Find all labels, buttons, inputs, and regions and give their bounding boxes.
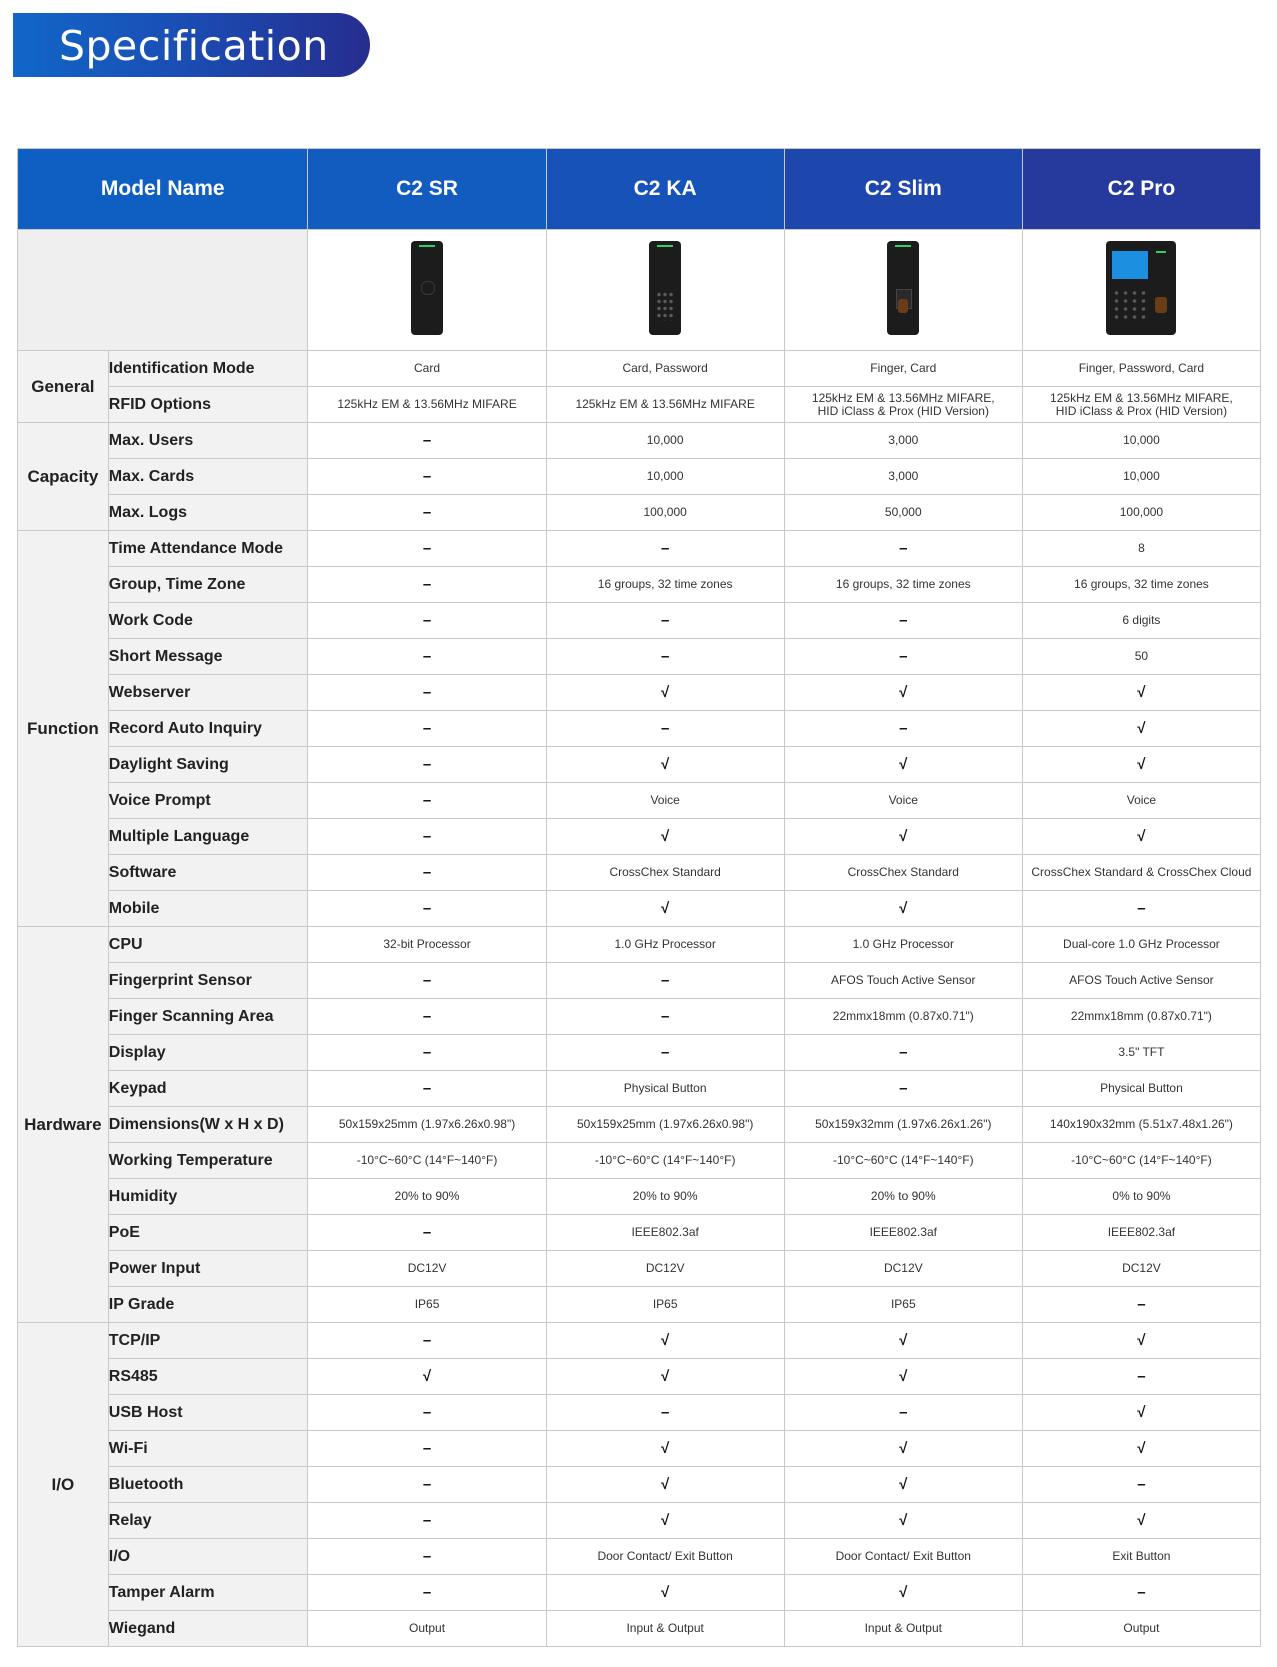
spec-value-c2-slim: 20% to 90% xyxy=(784,1179,1022,1215)
device-c2-sr-image xyxy=(411,241,443,335)
spec-value-c2-pro: √ xyxy=(1022,747,1260,783)
spec-value-c2-slim: – xyxy=(784,1395,1022,1431)
spec-value-c2-ka: – xyxy=(546,999,784,1035)
spec-value-c2-ka: – xyxy=(546,531,784,567)
table-row xyxy=(18,1431,1261,1467)
spec-value-c2-pro: 100,000 xyxy=(1022,495,1260,531)
table-row xyxy=(18,459,1261,495)
model-header-c2-pro: C2 Pro xyxy=(1022,149,1260,230)
spec-value-c2-sr: – xyxy=(308,603,546,639)
spec-value-c2-pro: – xyxy=(1022,1359,1260,1395)
spec-value-c2-ka: √ xyxy=(546,675,784,711)
category-hardware: Hardware xyxy=(18,927,109,1323)
spec-label-multiple-language: Multiple Language xyxy=(108,819,308,855)
spec-value-c2-slim: √ xyxy=(784,1431,1022,1467)
spec-value-c2-pro: √ xyxy=(1022,711,1260,747)
spec-value-c2-slim: √ xyxy=(784,1467,1022,1503)
spec-value-c2-slim: 3,000 xyxy=(784,423,1022,459)
table-row xyxy=(18,567,1261,603)
spec-value-c2-pro: 125kHz EM & 13.56MHz MIFARE, HID iClass & Prox (HID Version) xyxy=(1022,387,1260,423)
spec-value-c2-slim: √ xyxy=(784,1359,1022,1395)
device-c2-ka-image xyxy=(649,241,681,335)
spec-label-rs485: RS485 xyxy=(108,1359,308,1395)
spec-value-c2-sr: – xyxy=(308,495,546,531)
spec-value-c2-slim: √ xyxy=(784,891,1022,927)
spec-value-c2-sr: – xyxy=(308,747,546,783)
spec-value-c2-pro: √ xyxy=(1022,1431,1260,1467)
device-c2-slim-image xyxy=(887,241,919,335)
spec-value-c2-pro: √ xyxy=(1022,1395,1260,1431)
spec-value-c2-sr: – xyxy=(308,1323,546,1359)
table-row xyxy=(18,351,1261,387)
table-row xyxy=(18,963,1261,999)
spec-value-c2-slim: Input & Output xyxy=(784,1611,1022,1647)
product-image-c2-slim xyxy=(784,230,1022,351)
spec-label-software: Software xyxy=(108,855,308,891)
product-image-c2-ka xyxy=(546,230,784,351)
spec-label-usb-host: USB Host xyxy=(108,1395,308,1431)
spec-label-webserver: Webserver xyxy=(108,675,308,711)
table-row xyxy=(18,531,1261,567)
spec-value-c2-ka: Physical Button xyxy=(546,1071,784,1107)
spec-value-c2-sr: – xyxy=(308,855,546,891)
spec-label-finger-scanning-area: Finger Scanning Area xyxy=(108,999,308,1035)
spec-value-c2-pro: 10,000 xyxy=(1022,459,1260,495)
spec-label-power-input: Power Input xyxy=(108,1251,308,1287)
spec-value-c2-ka: – xyxy=(546,963,784,999)
spec-value-c2-pro: AFOS Touch Active Sensor xyxy=(1022,963,1260,999)
spec-value-c2-pro: Voice xyxy=(1022,783,1260,819)
spec-value-c2-ka: – xyxy=(546,1035,784,1071)
spec-label-daylight-saving: Daylight Saving xyxy=(108,747,308,783)
spec-label-working-temperature: Working Temperature xyxy=(108,1143,308,1179)
spec-value-c2-ka: 125kHz EM & 13.56MHz MIFARE xyxy=(546,387,784,423)
spec-value-c2-sr: – xyxy=(308,567,546,603)
spec-value-c2-slim: Finger, Card xyxy=(784,351,1022,387)
spec-value-c2-ka: √ xyxy=(546,747,784,783)
spec-label-max-logs: Max. Logs xyxy=(108,495,308,531)
table-row xyxy=(18,783,1261,819)
spec-value-c2-sr: – xyxy=(308,1539,546,1575)
table-row xyxy=(18,423,1261,459)
table-row xyxy=(18,1035,1261,1071)
header-row xyxy=(18,149,1261,230)
table-row xyxy=(18,639,1261,675)
spec-value-c2-pro: DC12V xyxy=(1022,1251,1260,1287)
table-row xyxy=(18,999,1261,1035)
table-row xyxy=(18,747,1261,783)
spec-value-c2-ka: DC12V xyxy=(546,1251,784,1287)
spec-value-c2-pro: IEEE802.3af xyxy=(1022,1215,1260,1251)
spec-label-humidity: Humidity xyxy=(108,1179,308,1215)
product-image-c2-pro xyxy=(1022,230,1260,351)
spec-value-c2-ka: 20% to 90% xyxy=(546,1179,784,1215)
spec-label-dimensions-w-x-h-x-d: Dimensions(W x H x D) xyxy=(108,1107,308,1143)
model-header-c2-sr: C2 SR xyxy=(308,149,546,230)
spec-value-c2-sr: Card xyxy=(308,351,546,387)
spec-value-c2-ka: Card, Password xyxy=(546,351,784,387)
category-i-o: I/O xyxy=(18,1323,109,1647)
spec-value-c2-ka: 10,000 xyxy=(546,423,784,459)
table-row xyxy=(18,1395,1261,1431)
spec-label-max-cards: Max. Cards xyxy=(108,459,308,495)
spec-label-ip-grade: IP Grade xyxy=(108,1287,308,1323)
spec-value-c2-ka: √ xyxy=(546,1575,784,1611)
spec-value-c2-sr: – xyxy=(308,891,546,927)
spec-value-c2-sr: √ xyxy=(308,1359,546,1395)
spec-value-c2-slim: √ xyxy=(784,1323,1022,1359)
table-row xyxy=(18,1071,1261,1107)
spec-value-c2-ka: 10,000 xyxy=(546,459,784,495)
spec-value-c2-slim: – xyxy=(784,639,1022,675)
spec-value-c2-slim: – xyxy=(784,711,1022,747)
spec-value-c2-ka: IEEE802.3af xyxy=(546,1215,784,1251)
spec-value-c2-slim: – xyxy=(784,603,1022,639)
spec-label-tcp-ip: TCP/IP xyxy=(108,1323,308,1359)
spec-label-fingerprint-sensor: Fingerprint Sensor xyxy=(108,963,308,999)
spec-value-c2-sr: – xyxy=(308,459,546,495)
spec-value-c2-slim: 50,000 xyxy=(784,495,1022,531)
spec-value-c2-sr: Output xyxy=(308,1611,546,1647)
table-row xyxy=(18,1503,1261,1539)
spec-value-c2-pro: √ xyxy=(1022,819,1260,855)
spec-value-c2-ka: 100,000 xyxy=(546,495,784,531)
spec-value-c2-slim: IEEE802.3af xyxy=(784,1215,1022,1251)
spec-value-c2-sr: – xyxy=(308,783,546,819)
table-row xyxy=(18,1575,1261,1611)
table-row xyxy=(18,927,1261,963)
spec-label-work-code: Work Code xyxy=(108,603,308,639)
spec-value-c2-sr: 50x159x25mm (1.97x6.26x0.98") xyxy=(308,1107,546,1143)
spec-value-c2-ka: √ xyxy=(546,1467,784,1503)
category-capacity: Capacity xyxy=(18,423,109,531)
spec-value-c2-sr: – xyxy=(308,711,546,747)
spec-value-c2-pro: 140x190x32mm (5.51x7.48x1.26") xyxy=(1022,1107,1260,1143)
spec-value-c2-slim: √ xyxy=(784,819,1022,855)
spec-value-c2-pro: 50 xyxy=(1022,639,1260,675)
table-row xyxy=(18,891,1261,927)
specification-banner xyxy=(13,13,370,77)
spec-label-record-auto-inquiry: Record Auto Inquiry xyxy=(108,711,308,747)
table-row xyxy=(18,1107,1261,1143)
spec-label-max-users: Max. Users xyxy=(108,423,308,459)
spec-label-tamper-alarm: Tamper Alarm xyxy=(108,1575,308,1611)
spec-label-identification-mode: Identification Mode xyxy=(108,351,308,387)
table-row xyxy=(18,1287,1261,1323)
spec-value-c2-pro: √ xyxy=(1022,1323,1260,1359)
spec-label-poe: PoE xyxy=(108,1215,308,1251)
spec-value-c2-ka: 16 groups, 32 time zones xyxy=(546,567,784,603)
spec-value-c2-slim: -10°C~60°C (14°F~140°F) xyxy=(784,1143,1022,1179)
spec-value-c2-pro: – xyxy=(1022,891,1260,927)
spec-value-c2-pro: CrossChex Standard & CrossChex Cloud xyxy=(1022,855,1260,891)
device-c2-pro-image xyxy=(1106,241,1176,335)
spec-value-c2-pro: √ xyxy=(1022,1503,1260,1539)
spec-value-c2-sr: IP65 xyxy=(308,1287,546,1323)
model-header-c2-ka: C2 KA xyxy=(546,149,784,230)
spec-value-c2-sr: – xyxy=(308,1431,546,1467)
spec-value-c2-slim: 50x159x32mm (1.97x6.26x1.26") xyxy=(784,1107,1022,1143)
spec-value-c2-ka: √ xyxy=(546,1503,784,1539)
spec-value-c2-pro: 6 digits xyxy=(1022,603,1260,639)
spec-label-cpu: CPU xyxy=(108,927,308,963)
spec-value-c2-pro: 22mmx18mm (0.87x0.71") xyxy=(1022,999,1260,1035)
spec-value-c2-slim: AFOS Touch Active Sensor xyxy=(784,963,1022,999)
spec-value-c2-sr: – xyxy=(308,675,546,711)
spec-value-c2-ka: CrossChex Standard xyxy=(546,855,784,891)
spec-value-c2-sr: 32-bit Processor xyxy=(308,927,546,963)
table-row xyxy=(18,675,1261,711)
spec-value-c2-ka: – xyxy=(546,1395,784,1431)
spec-value-c2-ka: 50x159x25mm (1.97x6.26x0.98") xyxy=(546,1107,784,1143)
table-row xyxy=(18,1611,1261,1647)
spec-value-c2-slim: √ xyxy=(784,1575,1022,1611)
spec-value-c2-slim: √ xyxy=(784,1503,1022,1539)
spec-value-c2-sr: -10°C~60°C (14°F~140°F) xyxy=(308,1143,546,1179)
spec-value-c2-sr: DC12V xyxy=(308,1251,546,1287)
spec-label-mobile: Mobile xyxy=(108,891,308,927)
table-row xyxy=(18,711,1261,747)
spec-value-c2-ka: – xyxy=(546,711,784,747)
page-title: Specification xyxy=(59,22,329,70)
spec-value-c2-pro: Output xyxy=(1022,1611,1260,1647)
category-function: Function xyxy=(18,531,109,927)
spec-value-c2-sr: – xyxy=(308,1575,546,1611)
spec-label-i-o: I/O xyxy=(108,1539,308,1575)
table-row xyxy=(18,495,1261,531)
spec-value-c2-ka: -10°C~60°C (14°F~140°F) xyxy=(546,1143,784,1179)
spec-value-c2-sr: – xyxy=(308,1395,546,1431)
spec-value-c2-pro: Exit Button xyxy=(1022,1539,1260,1575)
spec-value-c2-sr: – xyxy=(308,1071,546,1107)
table-row xyxy=(18,1359,1261,1395)
spec-value-c2-slim: 1.0 GHz Processor xyxy=(784,927,1022,963)
spec-value-c2-ka: √ xyxy=(546,1323,784,1359)
table-row xyxy=(18,603,1261,639)
spec-label-wiegand: Wiegand xyxy=(108,1611,308,1647)
spec-value-c2-slim: 125kHz EM & 13.56MHz MIFARE, HID iClass & Prox (HID Version) xyxy=(784,387,1022,423)
table-row xyxy=(18,1323,1261,1359)
spec-value-c2-slim: Voice xyxy=(784,783,1022,819)
spec-value-c2-sr: – xyxy=(308,1467,546,1503)
spec-value-c2-sr: – xyxy=(308,1503,546,1539)
spec-value-c2-slim: Door Contact/ Exit Button xyxy=(784,1539,1022,1575)
table-row xyxy=(18,819,1261,855)
spec-label-display: Display xyxy=(108,1035,308,1071)
table-row xyxy=(18,387,1261,423)
spec-label-voice-prompt: Voice Prompt xyxy=(108,783,308,819)
spec-value-c2-pro: 10,000 xyxy=(1022,423,1260,459)
spec-value-c2-ka: Voice xyxy=(546,783,784,819)
spec-value-c2-pro: √ xyxy=(1022,675,1260,711)
spec-value-c2-ka: 1.0 GHz Processor xyxy=(546,927,784,963)
table-row xyxy=(18,1179,1261,1215)
spec-label-wi-fi: Wi-Fi xyxy=(108,1431,308,1467)
spec-value-c2-slim: – xyxy=(784,1071,1022,1107)
spec-value-c2-sr: – xyxy=(308,1215,546,1251)
spec-label-keypad: Keypad xyxy=(108,1071,308,1107)
spec-value-c2-sr: – xyxy=(308,531,546,567)
spec-value-c2-sr: – xyxy=(308,819,546,855)
spec-value-c2-ka: √ xyxy=(546,1431,784,1467)
spec-value-c2-pro: 8 xyxy=(1022,531,1260,567)
spec-value-c2-pro: – xyxy=(1022,1287,1260,1323)
spec-value-c2-ka: Door Contact/ Exit Button xyxy=(546,1539,784,1575)
spec-value-c2-sr: – xyxy=(308,963,546,999)
table-row xyxy=(18,1539,1261,1575)
spec-value-c2-ka: √ xyxy=(546,819,784,855)
spec-value-c2-slim: – xyxy=(784,1035,1022,1071)
spec-value-c2-ka: √ xyxy=(546,1359,784,1395)
spec-value-c2-ka: – xyxy=(546,639,784,675)
spec-label-time-attendance-mode: Time Attendance Mode xyxy=(108,531,308,567)
spec-value-c2-ka: – xyxy=(546,603,784,639)
spec-table xyxy=(17,148,1261,1647)
spec-label-rfid-options: RFID Options xyxy=(108,387,308,423)
spec-value-c2-sr: 125kHz EM & 13.56MHz MIFARE xyxy=(308,387,546,423)
spec-value-c2-pro: – xyxy=(1022,1575,1260,1611)
model-header-c2-slim: C2 Slim xyxy=(784,149,1022,230)
spec-value-c2-pro: Physical Button xyxy=(1022,1071,1260,1107)
table-row xyxy=(18,1251,1261,1287)
spec-value-c2-sr: – xyxy=(308,639,546,675)
spec-value-c2-sr: 20% to 90% xyxy=(308,1179,546,1215)
spec-value-c2-slim: √ xyxy=(784,675,1022,711)
spec-value-c2-slim: 22mmx18mm (0.87x0.71") xyxy=(784,999,1022,1035)
spec-value-c2-pro: Finger, Password, Card xyxy=(1022,351,1260,387)
spec-label-bluetooth: Bluetooth xyxy=(108,1467,308,1503)
spec-value-c2-sr: – xyxy=(308,1035,546,1071)
category-general: General xyxy=(18,351,109,423)
spec-value-c2-sr: – xyxy=(308,423,546,459)
model-name-header: Model Name xyxy=(18,149,308,230)
spec-value-c2-slim: – xyxy=(784,531,1022,567)
table-row xyxy=(18,1215,1261,1251)
spec-label-relay: Relay xyxy=(108,1503,308,1539)
spec-value-c2-slim: √ xyxy=(784,747,1022,783)
product-image-row xyxy=(18,230,1261,351)
spec-label-group-time-zone: Group, Time Zone xyxy=(108,567,308,603)
spec-value-c2-ka: √ xyxy=(546,891,784,927)
spec-value-c2-pro: 16 groups, 32 time zones xyxy=(1022,567,1260,603)
product-image-c2-sr xyxy=(308,230,546,351)
spec-value-c2-slim: DC12V xyxy=(784,1251,1022,1287)
spec-value-c2-ka: Input & Output xyxy=(546,1611,784,1647)
spec-value-c2-pro: 3.5" TFT xyxy=(1022,1035,1260,1071)
table-row xyxy=(18,1143,1261,1179)
spec-value-c2-pro: -10°C~60°C (14°F~140°F) xyxy=(1022,1143,1260,1179)
spec-value-c2-pro: Dual-core 1.0 GHz Processor xyxy=(1022,927,1260,963)
image-row-blank xyxy=(18,230,308,351)
spec-label-short-message: Short Message xyxy=(108,639,308,675)
spec-value-c2-slim: CrossChex Standard xyxy=(784,855,1022,891)
spec-value-c2-slim: 3,000 xyxy=(784,459,1022,495)
spec-value-c2-sr: – xyxy=(308,999,546,1035)
table-row xyxy=(18,1467,1261,1503)
spec-value-c2-slim: IP65 xyxy=(784,1287,1022,1323)
spec-value-c2-pro: 0% to 90% xyxy=(1022,1179,1260,1215)
spec-value-c2-slim: 16 groups, 32 time zones xyxy=(784,567,1022,603)
spec-value-c2-ka: IP65 xyxy=(546,1287,784,1323)
spec-value-c2-pro: – xyxy=(1022,1467,1260,1503)
table-row xyxy=(18,855,1261,891)
